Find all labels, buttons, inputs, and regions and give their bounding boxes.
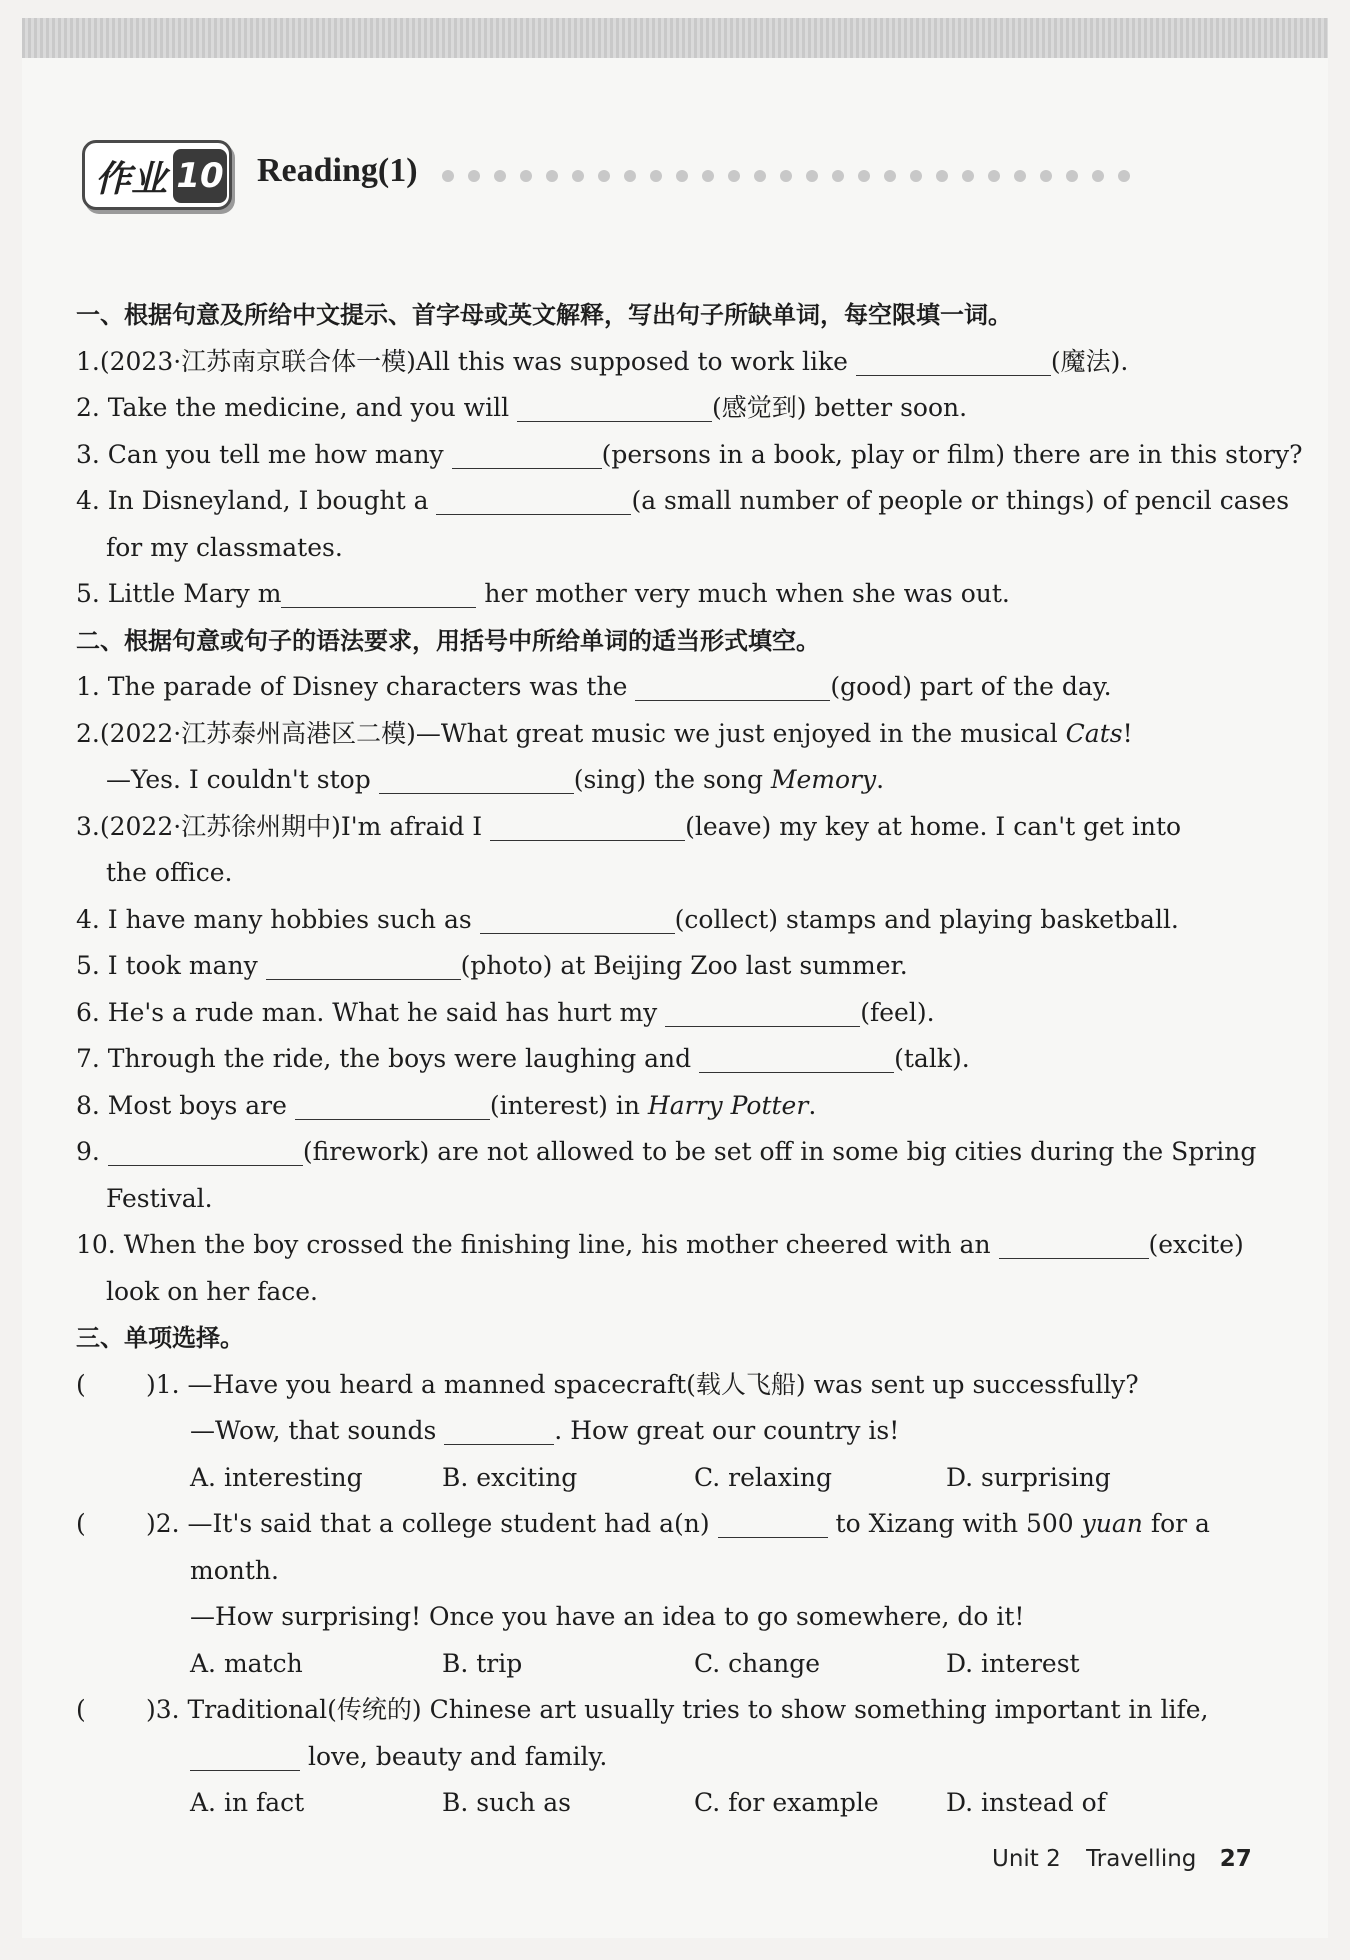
s1-question-4-cont: for my classmates. [106,532,343,562]
answer-blank[interactable] [452,437,602,469]
s1-question-3: 3. Can you tell me how many (persons in a book, play or film) there are in this story? [76,432,1236,479]
option-c[interactable]: C. change [694,1648,821,1678]
answer-blank[interactable] [295,1088,490,1120]
s2-question-10-cont: look on her face. [106,1276,318,1306]
page-number: 27 [1219,1846,1252,1872]
badge-number: 10 [173,149,227,203]
s3-question-2-line3: —How surprising! Once you have an idea to go somewhere, do it! [190,1602,1025,1631]
s1-question-4: 4. In Disneyland, I bought a (a small number of people or things) of pencil cases [76,478,1236,525]
s2-question-10: 10. When the boy crossed the finishing line, his mother cheered with an (excite) [76,1222,1236,1269]
s2-question-7: 7. Through the ride, the boys were laughing and (talk). [76,1036,1236,1083]
answer-blank[interactable] [281,576,476,608]
s2-question-3-cont: the office. [106,858,233,887]
footer-title: Travelling [1086,1846,1197,1872]
footer-unit: Unit 2 [992,1846,1061,1872]
answer-blank[interactable] [379,762,574,794]
answer-blank[interactable] [266,948,461,980]
answer-blank[interactable] [665,995,860,1027]
s1-question-1: 1.(2023·江苏南京联合体一模)All this was supposed to work like (魔法). [76,339,1236,386]
answer-blank[interactable] [480,902,675,934]
lesson-title: Reading(1) [257,152,418,189]
exercise-content [76,292,1303,1827]
s1-question-5: 5. Little Mary m her mother very much when she was out. [76,571,1236,618]
s2-question-2: 2.(2022·江苏泰州高港区二模)—What great music we just enjoyed in the musical Cats! [76,718,1133,748]
answer-blank[interactable] [856,344,1051,376]
answer-blank [718,1506,828,1538]
option-d[interactable]: D. interest [946,1648,1080,1678]
s2-question-2-cont: —Yes. I couldn't stop (sing) the song Memory. [76,757,1236,804]
scan-edge [22,18,1328,58]
s3-question-2-options [76,1641,1236,1688]
answer-bracket[interactable]: ( [76,1695,86,1724]
page-footer [992,1846,1252,1872]
s3-question-1-line2: —Wow, that sounds . How great our country is! [76,1408,1236,1455]
option-d[interactable]: D. instead of [946,1788,1106,1817]
section-1-title: 一、根据句意及所给中文提示、首字母或英文解释，写出句子所缺单词，每空限填一词。 [76,301,1012,329]
answer-blank [190,1739,300,1771]
section-2-title: 二、根据句意或句子的语法要求，用括号中所给单词的适当形式填空。 [76,626,820,655]
option-b[interactable]: B. such as [442,1788,571,1817]
badge-label: 作业 [95,159,168,200]
s2-question-6: 6. He's a rude man. What he said has hurt my (feel). [76,990,1236,1037]
answer-blank[interactable] [999,1227,1149,1259]
answer-blank[interactable] [699,1041,894,1073]
answer-blank[interactable] [517,390,712,422]
section-3-title: 三、单项选择。 [76,1324,244,1352]
homework-badge [82,140,232,210]
s2-question-9-cont: Festival. [106,1183,213,1213]
option-b[interactable]: B. trip [442,1648,523,1678]
s2-question-4: 4. I have many hobbies such as (collect) stamps and playing basketball. [76,897,1236,944]
s3-question-3: ( )3. Traditional(传统的) Chinese art usually tries to show something important in life, [76,1687,1236,1734]
s2-question-8: 8. Most boys are (interest) in Harry Potter. [76,1083,1236,1130]
s2-question-9: 9. (firework) are not allowed to be set off in some big cities during the Spring [76,1129,1236,1176]
s3-question-1-options [76,1455,1236,1502]
s2-question-3: 3.(2022·江苏徐州期中)I'm afraid I (leave) my key at home. I can't get into [76,804,1236,851]
option-c[interactable]: C. relaxing [694,1462,832,1492]
option-b[interactable]: B. exciting [442,1462,578,1492]
answer-blank[interactable] [108,1134,303,1166]
option-a[interactable]: A. interesting [190,1462,363,1492]
s3-question-1: ( )1. —Have you heard a manned spacecraft(载人飞船) was sent up successfully? [76,1362,1236,1409]
answer-bracket[interactable]: ( [76,1369,86,1399]
s3-question-3-options [76,1780,1236,1827]
s2-question-1: 1. The parade of Disney characters was the (good) part of the day. [76,664,1236,711]
answer-bracket[interactable]: ( [76,1509,86,1538]
answer-blank[interactable] [436,483,631,515]
answer-blank[interactable] [635,669,830,701]
option-a[interactable]: A. in fact [190,1788,305,1817]
answer-blank [444,1413,554,1445]
answer-blank[interactable] [490,809,685,841]
option-c[interactable]: C. for example [694,1788,879,1817]
s3-question-2-line2: month. [190,1555,279,1585]
s2-question-5: 5. I took many (photo) at Beijing Zoo last summer. [76,943,1236,990]
option-a[interactable]: A. match [190,1648,303,1678]
s1-question-2: 2. Take the medicine, and you will (感觉到) better soon. [76,385,1236,432]
lesson-header [82,140,1332,220]
s3-question-3-line2: love, beauty and family. [76,1734,1236,1781]
option-d[interactable]: D. surprising [946,1462,1111,1492]
s3-question-2: ( )2. —It's said that a college student had a(n) to Xizang with 500 yuan for a [76,1501,1236,1548]
decorative-dots [442,170,1130,182]
